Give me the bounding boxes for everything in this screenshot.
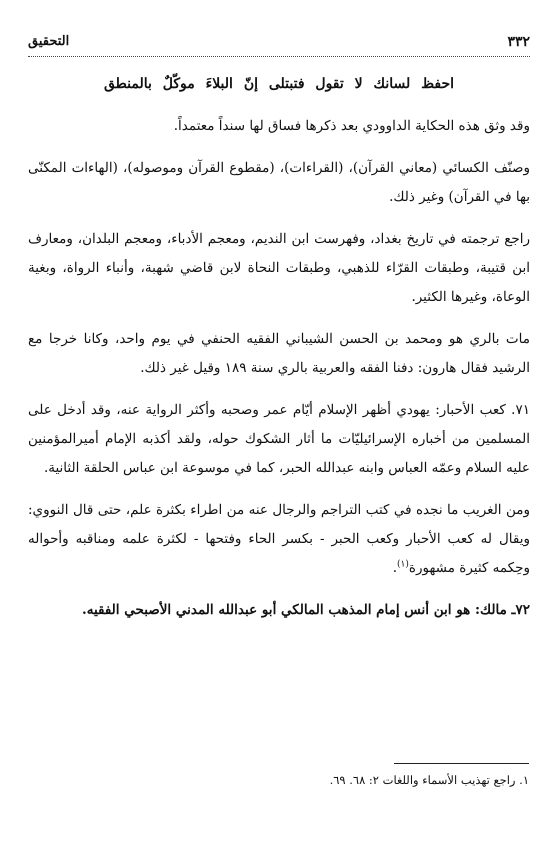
paragraph-4: مات بالري هو ومحمد بن الحسن الشيباني الفقيه الحنفي في يوم واحد، وكانا خرجا مع الرشيد فقال هارون: دفنا الفقه والعربية بالري سنة ١٨٩ وقيل غير ذلك. — [28, 331, 530, 376]
paragraph-2: وصنّف الكسائي (معاني القرآن)، (القراءات)، (مقطوع القرآن وموصوله)، (الهاءات المكنّى بها في القرآن) وغير ذلك. — [28, 160, 530, 205]
paragraph-3: راجع ترجمته في تاريخ بغداد، وفهرست ابن النديم، ومعجم الأدباء، ومعجم البلدان، ومعارف ابن قتيبة، وطبقات القرّاء للذهبي، وطبقات النحاة لابن قاضي شهبة، وأنباء الرواة، وبغية الوعاة، وغيرها الكثير. — [28, 231, 530, 305]
paragraph-6 — [28, 496, 530, 583]
paragraph-6-end: . — [392, 560, 398, 576]
main-text — [28, 70, 530, 638]
poetry-verse: احفظ لسانك لا تقول فتبتلى إنّ البلاءَ موكّلٌ بالمنطق — [103, 76, 455, 92]
running-title: التحقيق — [28, 34, 73, 49]
page-number: ٣٣٢ — [503, 34, 530, 50]
paragraph-5: ٧١. كعب الأحبار: يهودي أظهر الإسلام أيّام عمر وصحبه وأكثر الرواية عنه، وقد أدخل على المسلمين من أخباره الإسرائيليّات ما أثار الشكوك حوله، ولقد أكذبه الإمام أميرالمؤمنين عليه السلام وعمّه العباس وابنه عبدالله الحبر، كما في موسوعة ابن عباس الحلقة الثانية. — [28, 402, 530, 476]
page-header — [28, 34, 530, 57]
paragraph-7: ٧٢ـ مالك: هو ابن أنس إمام المذهب المالكي أبو عبدالله المدني الأصبحي الفقيه. — [82, 602, 530, 618]
footnote: ١. راجع تهذيب الأسماء واللغات ٢: ٦٨. ٦٩. — [329, 773, 529, 787]
paragraph-1: وقد وثق هذه الحكاية الداوودي بعد ذكرها فساق لها سنداً معتمداً. — [173, 118, 530, 134]
footnote-marker: (١) — [397, 559, 409, 570]
paragraph-6-text: ومن الغريب ما نجده في كتب التراجم والرجال عنه من اطراء بكثرة علم، حتى قال النووي: ويقال له كعب الأحبار وكعب الحبر - بكسر الحاء وفتحها - لكثرة علمه ومناقبه وأحواله وحِكمه كثيرة مشهورة — [28, 502, 530, 576]
footnote-divider — [394, 763, 529, 764]
